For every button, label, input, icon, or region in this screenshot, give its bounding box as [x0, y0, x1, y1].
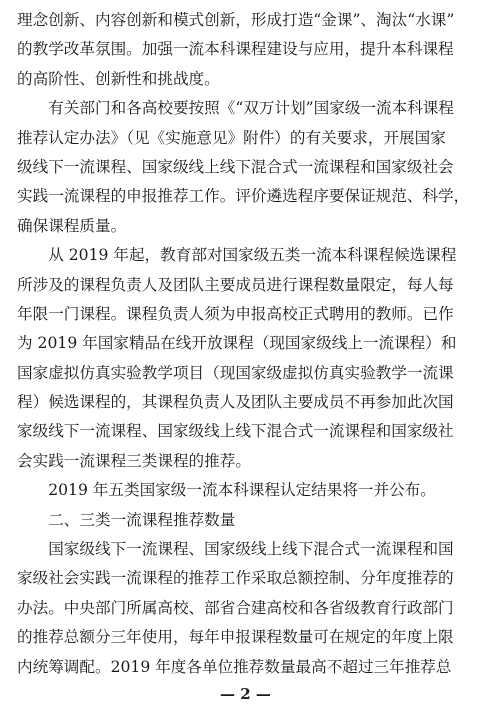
text-line: 内统筹调配。2019 年度各单位推荐数量最高不超过三年推荐总	[17, 657, 452, 676]
section-heading: 二、三类一流课程推荐数量	[17, 510, 236, 529]
text-line: 的高阶性、创新性和挑战度。	[17, 69, 220, 88]
text-line: 有关部门和各高校要按照《“双万计划”国家级一流本科课程	[17, 99, 454, 118]
text-line: 程）候选课程的，其课程负责人及团队主要成员不再参加此次国	[17, 393, 454, 412]
page-number: — 2 —	[220, 685, 271, 703]
text-line: 的教学改革氛围。加强一流本科课程建设与应用，提升本科课程	[17, 40, 454, 59]
body-text	[17, 6, 479, 682]
text-line: 家级线下一流课程、国家级线上线下混合式一流课程和国家级社	[17, 422, 454, 441]
text-line: 为 2019 年国家精品在线开放课程（现国家级线上一流课程）和	[17, 334, 457, 353]
text-line: 家级社会实践一流课程的推荐工作采取总额控制、分年度推荐的	[17, 569, 454, 588]
text-line: 办法。中央部门所属高校、部省合建高校和各省级教育行政部门	[17, 598, 454, 617]
text-line: 级线下一流课程、国家级线上线下混合式一流课程和国家级社会	[17, 157, 454, 176]
text-line: 2019 年五类国家级一流本科课程认定结果将一并公布。	[17, 481, 436, 500]
text-line: 实践一流课程的申报推荐工作。评价遴选程序要保证规范、科学，	[17, 187, 470, 206]
text-line: 国家虚拟仿真实验教学项目（现国家级虚拟仿真实验教学一流课	[17, 363, 454, 382]
text-line: 从 2019 年起，教育部对国家级五类一流本科课程候选课程	[17, 246, 457, 265]
text-line: 确保课程质量。	[17, 216, 127, 235]
text-line: 所涉及的课程负责人及团队主要成员进行课程数量限定，每人每	[17, 275, 454, 294]
text-line: 会实践一流课程三类课程的推荐。	[17, 451, 251, 470]
text-line: 推荐认定办法》（见《实施意见》附件）的有关要求，开展国家	[17, 128, 446, 147]
text-line: 国家级线下一流课程、国家级线上线下混合式一流课程和国	[17, 540, 454, 559]
text-line: 年限一门课程。课程负责人须为申报高校正式聘用的教师。已作	[17, 304, 454, 323]
text-line: 的推荐总额分三年使用，每年申报课程数量可在规定的年度上限	[17, 628, 454, 647]
text-line: 理念创新、内容创新和模式创新，形成打造“金课”、淘汰“水课”	[17, 11, 455, 29]
